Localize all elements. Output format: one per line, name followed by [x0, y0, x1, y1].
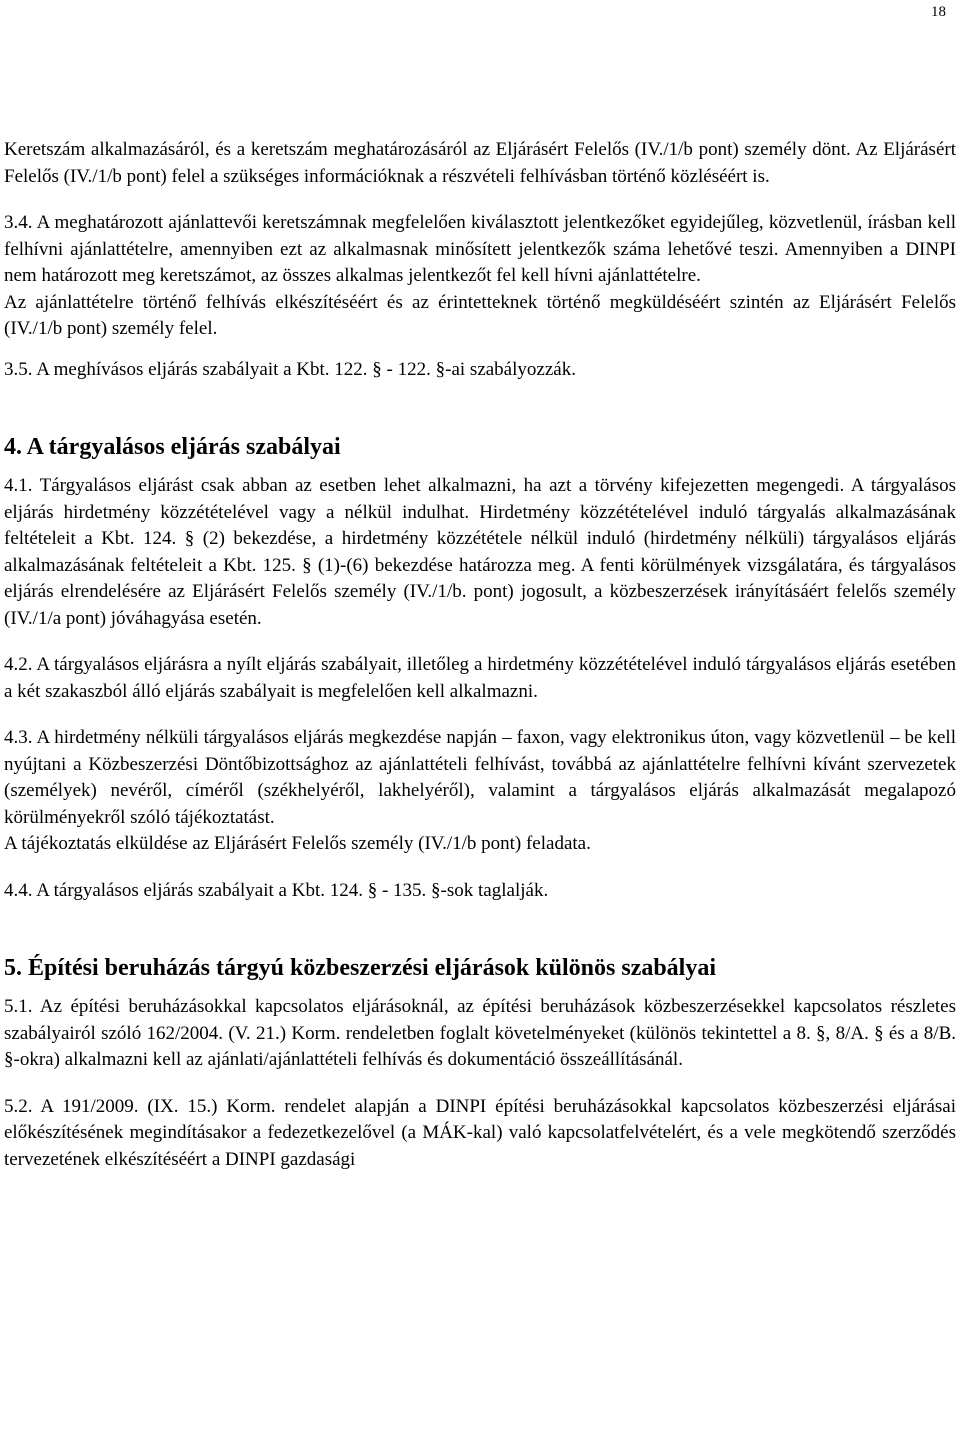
document-body [4, 137, 956, 1173]
paragraph-3-4: 3.4. A meghatározott ajánlattevői keretszámnak megfelelően kiválasztott jelentkezőket egyidejűleg, közvetlenül, írásban kell felhívni ajánlattételre, amennyiben ezt az alkalmasnak minősített jelentkezők száma lehetővé teszi. Amennyiben a DINPI nem határozott meg keretszámot, az összes alkalmas jelentkezőt fel kell hívni ajánlattételre. [4, 212, 956, 286]
paragraph-4-4: 4.4. A tárgyalásos eljárás szabályait a Kbt. 124. § - 135. §-sok taglalják. [4, 879, 549, 901]
paragraph-4-2: 4.2. A tárgyalásos eljárásra a nyílt eljárás szabályait, illetőleg a hirdetmény közzétételével induló tárgyalásos eljárás esetében a két szakaszból álló eljárás szabályait is megfelelően kell alkalmazni. [4, 654, 956, 702]
paragraph-5-2: 5.2. A 191/2009. (IX. 15.) Korm. rendelet alapján a DINPI építési beruházásokkal kapcsolatos közbeszerzési eljárásai előkészítésének megindításakor a fedezetkezelővel (a MÁK-kal) való kapcsolatfelvételért, és a vele megkötendő szerződés tervezetének elkészítéséért a DINPI gazdasági [4, 1095, 956, 1170]
paragraph-keretszam: Keretszám alkalmazásáról, és a keretszám meghatározásáról az Eljárásért Felelős (IV./1/b pont) személy dönt. Az Eljárásért Felelős (IV./1/b pont) felel a szükséges információknak a részvételi felhívásban történő közléséért is. [4, 139, 956, 187]
paragraph-3-4-continued: Az ajánlattételre történő felhívás elkészítéséért és az érintetteknek történő megküldéséért szintén az Eljárásért Felelős (IV./1/b pont) személy felel. [4, 291, 956, 339]
paragraph-4-3: 4.3. A hirdetmény nélküli tárgyalásos eljárás megkezdése napján – faxon, vagy elektronikus úton, vagy közvetlenül – be kell nyújtani a Közbeszerzési Döntőbizottsághoz az ajánlattételi felhívást, továbbá az ajánlattételre felhívni kívánt szervezetek (személyek) nevéről, címéről (székhelyéről, lakhelyéről), valamint a tárgyalásos eljárás alkalmazását megalapozó körülményekről szóló tájékoztatást. [4, 727, 956, 828]
paragraph-5-1: 5.1. Az építési beruházásokkal kapcsolatos eljárásoknál, az építési beruházások közbeszerzésekkel kapcsolatos részletes szabályairól szóló 162/2004. (V. 21.) Korm. rendeletben foglalt követelményeket (különös tekintettel a 8. §, 8/A. § és a 8/B. §-okra) alkalmazni kell az ajánlati/ajánlattételi felhívás és dokumentáció összeállításánál. [4, 996, 956, 1070]
section-heading-5: 5. Építési beruházás tárgyú közbeszerzési eljárások különös szabályai [4, 955, 716, 981]
paragraph-4-1: 4.1. Tárgyalásos eljárást csak abban az esetben lehet alkalmazni, ha azt a törvény kifejezetten megengedi. A tárgyalásos eljárás hirdetmény közzétételével vagy a nélkül indulhat. Hirdetmény közzétételével induló tárgyalás alkalmazásának feltételeit a Kbt. 124. § (2) bekezdése, a hirdetmény közzététele nélkül induló (hirdetmény nélküli) tárgyalásos eljárás alkalmazásának feltételeit a Kbt. 125. § (1)-(6) bekezdése határozza meg. A fenti körülmények vizsgálatára, és tárgyalásos eljárás elrendelésére az Eljárásért Felelős személy (IV./1/b. pont) jogosult, a közbeszerzések irányításáért felelős személy (IV./1/a pont) jóváhagyása esetén. [4, 475, 956, 629]
page-number: 18 [931, 4, 946, 20]
paragraph-3-5: 3.5. A meghívásos eljárás szabályait a Kbt. 122. § - 122. §-ai szabályozzák. [4, 358, 576, 380]
paragraph-4-3-continued: A tájékoztatás elküldése az Eljárásért Felelős személy (IV./1/b pont) feladata. [4, 833, 591, 854]
section-heading-4: 4. A tárgyalásos eljárás szabályai [4, 434, 341, 460]
